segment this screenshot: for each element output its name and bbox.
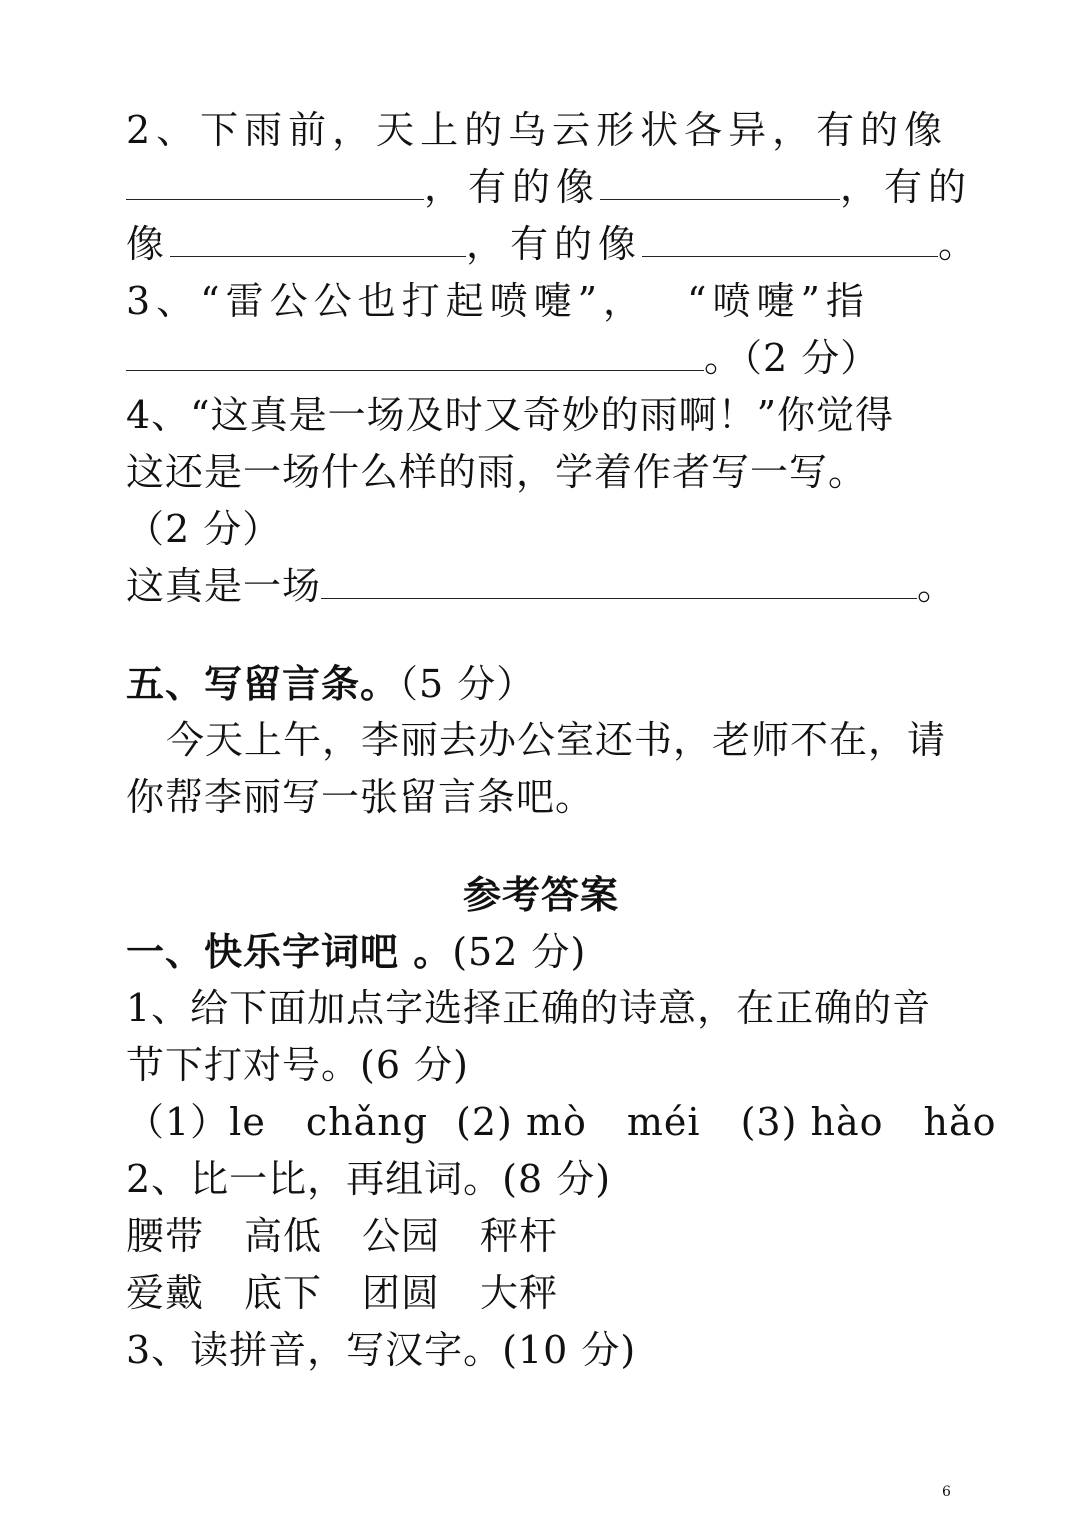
answer-word: 爱戴 (126, 1271, 205, 1315)
q4-line4 (126, 558, 956, 615)
q2-text: ，有的像 (466, 222, 643, 266)
answer-word: 秤杆 (480, 1214, 559, 1258)
q3-score: 。（2 分） (704, 336, 880, 380)
q3-line2 (126, 330, 956, 387)
q4-text: 。 (917, 564, 957, 608)
q3-text: “喷嚏”指 (687, 279, 870, 323)
answer-2-row2 (126, 1265, 956, 1322)
answers-section-1-heading (126, 923, 956, 980)
q2-line2 (126, 159, 973, 216)
q2-text: 。 (938, 222, 983, 266)
answer-1-item: (3) hào (740, 1100, 884, 1144)
answer-3-title: 3、读拼音，写汉字。(10 分) (126, 1328, 637, 1372)
answer-blank[interactable] (126, 330, 704, 371)
q4-text: 这真是一场 (126, 564, 322, 608)
answer-blank[interactable] (600, 159, 840, 200)
q2-line1: 2、下雨前，天上的乌云形状各异，有的像 (126, 108, 949, 152)
answer-1-item: méi (626, 1100, 701, 1144)
answer-word: 团圆 (362, 1271, 441, 1315)
answer-1-item: （1）le (126, 1100, 266, 1144)
page-number: 6 (942, 1484, 951, 1500)
answer-blank[interactable] (642, 216, 938, 257)
q2-text: 像 (126, 222, 171, 266)
q4-line3: （2 分） (126, 507, 282, 551)
q2-line3 (126, 216, 983, 273)
answer-2-title: 2、比一比，再组词。(8 分) (126, 1157, 612, 1201)
q4-line1: 4、“这真是一场及时又奇妙的雨啊！”你觉得 (126, 393, 895, 437)
answer-word: 大秤 (480, 1271, 559, 1315)
answer-blank[interactable] (126, 159, 424, 200)
answer-word: 高低 (244, 1214, 323, 1258)
exam-page (126, 102, 997, 1379)
answer-2-row1 (126, 1208, 956, 1265)
answer-blank[interactable] (170, 216, 466, 257)
answer-1-item: hǎo (923, 1100, 997, 1144)
answer-1-item: chǎng (305, 1100, 429, 1144)
answer-blank[interactable] (321, 558, 917, 599)
answer-1-items (126, 1094, 997, 1151)
answer-word: 底下 (244, 1271, 323, 1315)
answers-section-1-title: 一、快乐字词吧 。 (126, 929, 453, 974)
section-5-body1: 今天上午，李丽去办公室还书，老师不在，请 (166, 718, 947, 762)
section-5-score: （5 分） (399, 662, 536, 706)
answer-word: 公园 (362, 1214, 441, 1258)
q4-line2: 这还是一场什么样的雨，学着作者写一写。 (126, 450, 868, 494)
answers-title: 参考答案 (462, 872, 619, 917)
section-5-title: 五、写留言条。 (126, 661, 400, 706)
answer-1-line1: 1、给下面加点字选择正确的诗意，在正确的音 (126, 986, 932, 1030)
answer-1-line2: 节下打对号。(6 分) (126, 1043, 469, 1087)
q3-line1 (126, 273, 956, 330)
section-5-heading (126, 655, 956, 712)
q2-text: ，有的像 (424, 165, 601, 209)
q2-text: ，有的 (840, 165, 973, 209)
answers-section-1-score: (52 分) (452, 930, 587, 974)
q3-text: 3、“雷公公也打起喷嚏”， (126, 279, 648, 323)
answer-word: 腰带 (126, 1214, 205, 1258)
answer-1-item: (2) mò (456, 1100, 587, 1144)
section-5-body2: 你帮李丽写一张留言条吧。 (126, 775, 595, 819)
